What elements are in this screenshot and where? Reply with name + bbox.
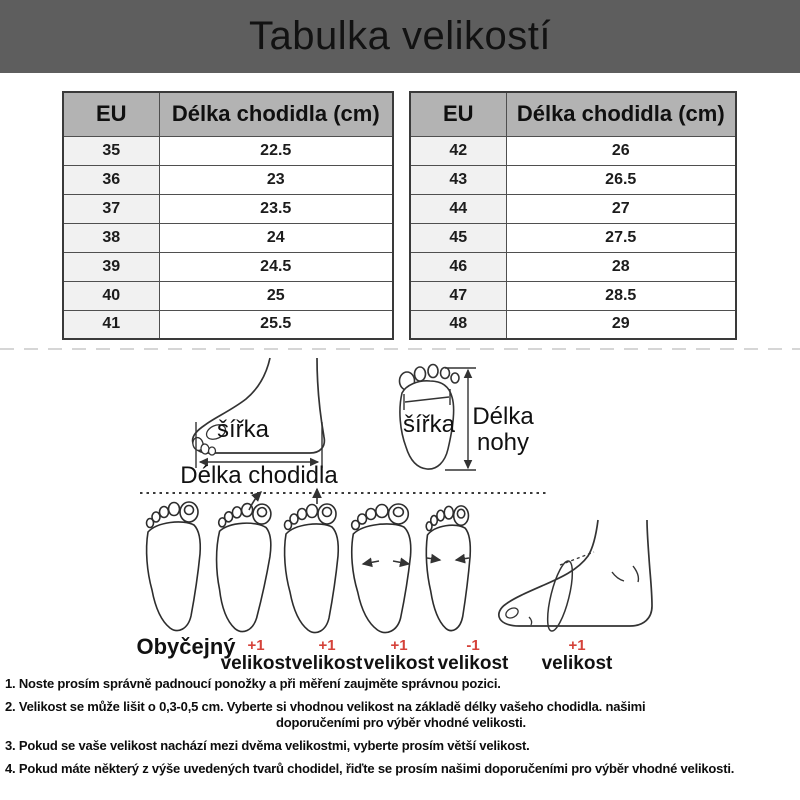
length-cell: 25.5 <box>159 310 393 339</box>
foot-normal <box>147 502 201 631</box>
eu-cell: 47 <box>410 281 506 310</box>
page-title: Tabulka velikostí <box>249 14 551 58</box>
eu-cell: 43 <box>410 165 506 194</box>
length-cell: 24 <box>159 223 393 252</box>
note-4: 4. Pokud máte některý z výše uvedených tvarů chodidel, řiďte se prosím našimi doporučeními pro výběr vhodné velikosti. <box>5 761 735 776</box>
note-3: 3. Pokud se vaše velikost nachází mezi dvěma velikostmi, vyberte prosím větší velikost. <box>5 738 530 753</box>
foot-long-big-toe <box>211 501 274 633</box>
table-row <box>410 281 736 310</box>
size-change-unit: velikost <box>220 653 292 674</box>
table-row <box>410 310 736 339</box>
eu-cell: 48 <box>410 310 506 339</box>
foot-wide <box>352 504 411 633</box>
length-cell: 28.5 <box>506 281 736 310</box>
measurement-diagram <box>0 352 800 492</box>
foot-type-label-6 <box>542 638 613 674</box>
length-header: Délka chodidla (cm) <box>506 92 736 136</box>
eu-cell: 45 <box>410 223 506 252</box>
eu-header: EU <box>410 92 506 136</box>
length-cell: 29 <box>506 310 736 339</box>
length-cell: 27.5 <box>506 223 736 252</box>
foot-type-label-4 <box>364 638 435 674</box>
table-row <box>410 136 736 165</box>
length-cell: 23 <box>159 165 393 194</box>
eu-cell: 37 <box>63 194 159 223</box>
foot-type-name: Obyčejný <box>136 634 236 659</box>
note-2-line-1: 2. Velikost se může lišit o 0,3-0,5 cm. Vyberte si vhodnou velikost na základě délky vašeho chodidla. našimi <box>5 699 646 714</box>
size-change-unit: velikost <box>437 653 509 674</box>
title-bar <box>0 0 800 73</box>
table-header-row <box>63 92 393 136</box>
size-table-left <box>62 91 394 340</box>
foot-type-label-3 <box>292 638 363 674</box>
eu-cell: 38 <box>63 223 159 252</box>
foot-long-second-toe <box>285 504 339 633</box>
length-cell: 24.5 <box>159 252 393 281</box>
foot-narrow <box>426 506 470 631</box>
size-change-unit: velikost <box>363 653 435 674</box>
table-row <box>63 252 393 281</box>
notes-section <box>5 676 797 784</box>
table-row <box>410 223 736 252</box>
eu-cell: 42 <box>410 136 506 165</box>
table-row <box>410 252 736 281</box>
leg-length-label-line1: Délka <box>472 403 534 430</box>
eu-cell: 35 <box>63 136 159 165</box>
size-table-right <box>409 91 737 340</box>
length-cell: 26.5 <box>506 165 736 194</box>
note-2 <box>5 699 797 731</box>
leg-length-label-line2: nohy <box>476 429 530 456</box>
side-width-label: šířka <box>216 416 270 443</box>
size-change-value: +1 <box>568 637 586 654</box>
table-row <box>410 165 736 194</box>
size-change-value: -1 <box>466 637 480 654</box>
size-change-unit: velikost <box>541 653 613 674</box>
note-2-line-2: doporučeními pro výběr vhodné velikosti. <box>276 715 526 730</box>
table-row <box>63 194 393 223</box>
foot-side-high-instep <box>499 520 652 633</box>
eu-cell: 46 <box>410 252 506 281</box>
top-width-label: šířka <box>402 411 456 438</box>
length-header: Délka chodidla (cm) <box>159 92 393 136</box>
table-row <box>63 136 393 165</box>
size-change-value: +1 <box>318 637 336 654</box>
length-cell: 28 <box>506 252 736 281</box>
eu-header: EU <box>63 92 159 136</box>
table-row <box>63 281 393 310</box>
eu-cell: 40 <box>63 281 159 310</box>
size-change-value: +1 <box>390 637 408 654</box>
foot-type-label-5 <box>438 638 509 674</box>
table-row <box>63 223 393 252</box>
dashed-divider <box>0 348 800 350</box>
eu-cell: 44 <box>410 194 506 223</box>
eu-cell: 39 <box>63 252 159 281</box>
eu-cell: 36 <box>63 165 159 194</box>
length-cell: 22.5 <box>159 136 393 165</box>
length-cell: 26 <box>506 136 736 165</box>
table-row <box>410 194 736 223</box>
table-row <box>63 310 393 339</box>
table-header-row <box>410 92 736 136</box>
foot-type-label-2 <box>221 638 292 674</box>
size-change-value: +1 <box>247 637 265 654</box>
size-change-unit: velikost <box>291 653 363 674</box>
note-1: 1. Noste prosím správně padnoucí ponožky a při měření zaujměte správnou pozici. <box>5 676 501 691</box>
size-tables-section <box>62 91 737 340</box>
length-cell: 23.5 <box>159 194 393 223</box>
table-row <box>63 165 393 194</box>
side-length-label: Délka chodidla <box>180 462 338 489</box>
length-cell: 25 <box>159 281 393 310</box>
length-cell: 27 <box>506 194 736 223</box>
eu-cell: 41 <box>63 310 159 339</box>
